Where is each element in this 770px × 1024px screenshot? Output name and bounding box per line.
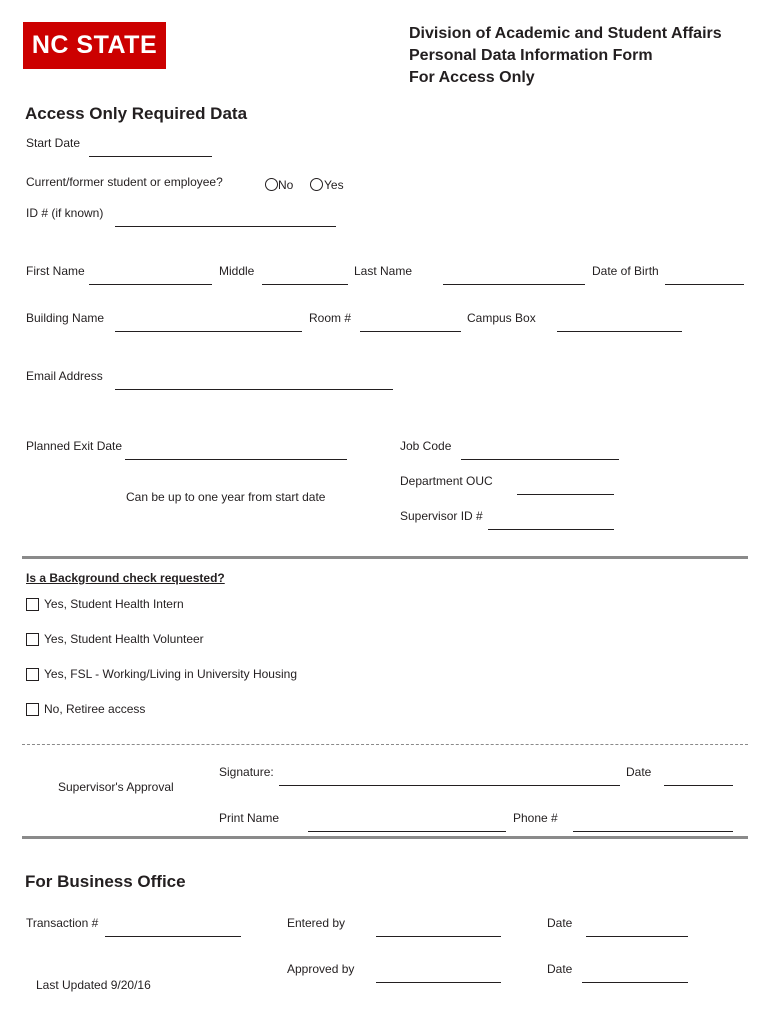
approved-date-field[interactable] xyxy=(582,982,688,983)
transaction-field[interactable] xyxy=(105,936,241,937)
exit-date-label: Planned Exit Date xyxy=(26,439,123,453)
approved-by-label: Approved by xyxy=(287,962,355,976)
entered-by-label: Entered by xyxy=(287,916,346,930)
no-radio-label: No xyxy=(278,178,294,192)
section-divider xyxy=(22,744,748,745)
start-date-label: Start Date xyxy=(26,136,81,150)
bg-option-label: No, Retiree access xyxy=(44,702,146,716)
last-updated: Last Updated 9/20/16 xyxy=(36,978,151,992)
current-former-label: Current/former student or employee? xyxy=(26,175,223,189)
entered-date-label: Date xyxy=(547,916,573,930)
print-name-label: Print Name xyxy=(219,811,280,825)
header-form-title: Personal Data Information Form xyxy=(409,47,653,64)
transaction-label: Transaction # xyxy=(26,916,99,930)
business-section-title: For Business Office xyxy=(25,872,186,891)
approved-by-field[interactable] xyxy=(376,982,501,983)
id-field[interactable] xyxy=(115,226,336,227)
first-name-label: First Name xyxy=(26,264,85,278)
last-name-label: Last Name xyxy=(354,264,413,278)
signature-field[interactable] xyxy=(279,785,620,786)
supervisor-id-field[interactable] xyxy=(488,529,614,530)
bg-option-label: Yes, FSL - Working/Living in University Housing xyxy=(44,667,297,681)
dept-ouc-field[interactable] xyxy=(517,494,614,495)
middle-field[interactable] xyxy=(262,284,348,285)
header-division: Division of Academic and Student Affairs xyxy=(409,25,722,42)
bg-option-checkbox[interactable] xyxy=(26,598,39,611)
job-code-label: Job Code xyxy=(400,439,452,453)
exit-date-field[interactable] xyxy=(125,459,347,460)
entered-date-field[interactable] xyxy=(586,936,688,937)
dept-ouc-label: Department OUC xyxy=(400,474,493,488)
print-name-field[interactable] xyxy=(308,831,506,832)
start-date-field[interactable] xyxy=(89,156,212,157)
approved-date-label: Date xyxy=(547,962,573,976)
approval-date-field[interactable] xyxy=(664,785,733,786)
bg-option-checkbox[interactable] xyxy=(26,703,39,716)
supervisor-approval-label: Supervisor's Approval xyxy=(58,780,174,794)
access-section-title: Access Only Required Data xyxy=(25,104,248,123)
background-question: Is a Background check requested? xyxy=(26,571,225,585)
campus-box-field[interactable] xyxy=(557,331,682,332)
signature-label: Signature: xyxy=(219,765,274,779)
header-access-only: For Access Only xyxy=(409,69,535,86)
email-label: Email Address xyxy=(26,369,103,383)
form-header xyxy=(409,23,722,89)
building-field[interactable] xyxy=(115,331,302,332)
campus-box-label: Campus Box xyxy=(467,311,536,325)
bg-option-checkbox[interactable] xyxy=(26,633,39,646)
building-label: Building Name xyxy=(26,311,105,325)
no-radio[interactable] xyxy=(265,178,278,191)
yes-radio[interactable] xyxy=(310,178,323,191)
bg-option-label: Yes, Student Health Volunteer xyxy=(44,632,204,646)
email-field[interactable] xyxy=(115,389,393,390)
phone-label: Phone # xyxy=(513,811,558,825)
section-divider xyxy=(22,556,748,559)
bg-option-checkbox[interactable] xyxy=(26,668,39,681)
dob-field[interactable] xyxy=(665,284,744,285)
nc-state-logo: NC STATE xyxy=(23,22,166,69)
last-name-field[interactable] xyxy=(443,284,585,285)
phone-field[interactable] xyxy=(573,831,733,832)
id-label: ID # (if known) xyxy=(26,206,104,220)
first-name-field[interactable] xyxy=(89,284,212,285)
section-divider xyxy=(22,836,748,839)
dob-label: Date of Birth xyxy=(592,264,659,278)
entered-by-field[interactable] xyxy=(376,936,501,937)
room-field[interactable] xyxy=(360,331,461,332)
exit-date-note: Can be up to one year from start date xyxy=(126,490,326,504)
middle-label: Middle xyxy=(219,264,255,278)
approval-date-label: Date xyxy=(626,765,652,779)
yes-radio-label: Yes xyxy=(324,178,344,192)
job-code-field[interactable] xyxy=(461,459,619,460)
supervisor-id-label: Supervisor ID # xyxy=(400,509,483,523)
room-label: Room # xyxy=(309,311,352,325)
bg-option-label: Yes, Student Health Intern xyxy=(44,597,184,611)
